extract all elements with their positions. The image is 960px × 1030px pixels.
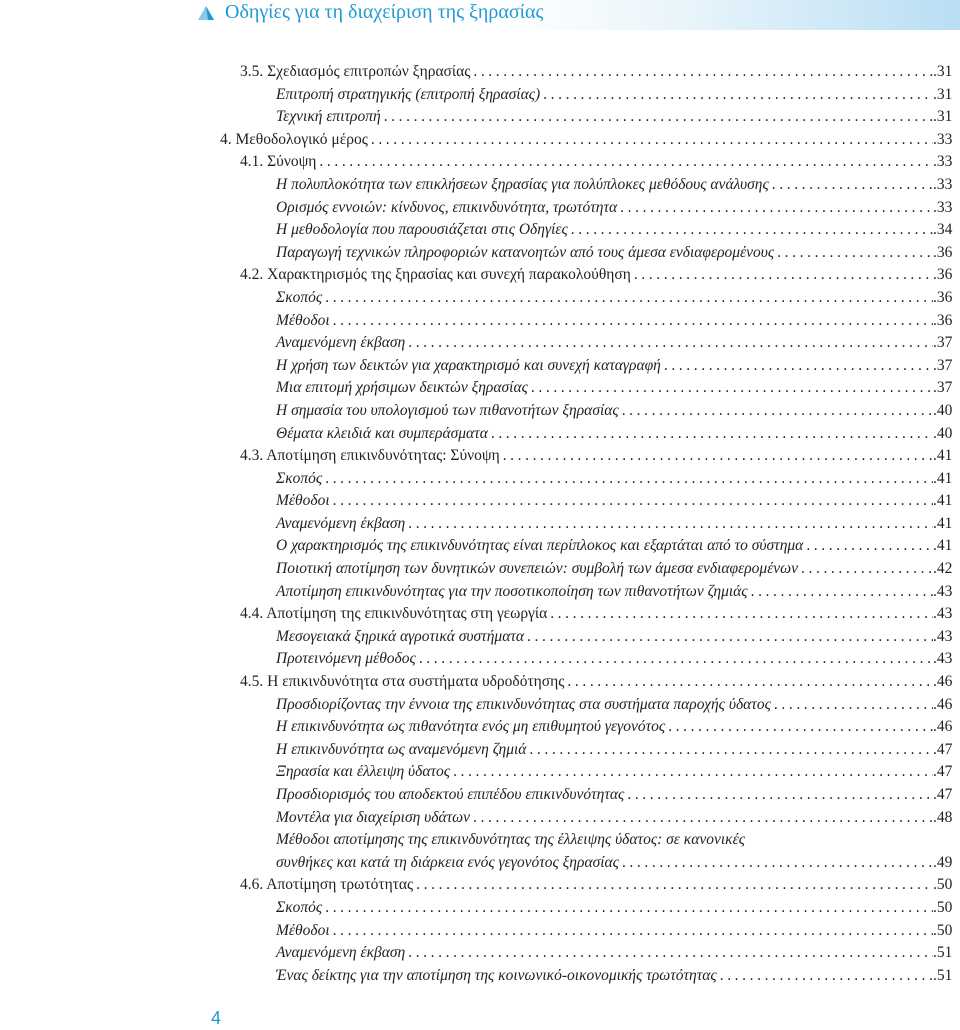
toc-page-number: .41 xyxy=(933,492,953,510)
dot-leader xyxy=(419,650,933,668)
toc-page-number: .51 xyxy=(933,944,953,962)
toc-entry-title: 4.1. Σύνοψη xyxy=(240,153,317,171)
dot-leader xyxy=(473,809,933,827)
toc-entry[interactable] xyxy=(276,289,955,312)
toc-entry[interactable] xyxy=(240,673,955,696)
toc-entry-title: Ο χαρακτηρισμός της επικινδυνότητας είναι περίπλοκος και εξαρτάται από το σύστημα xyxy=(276,537,804,555)
toc-entry-title: 3.5. Σχεδιασμός επιτροπών ξηρασίας xyxy=(240,63,471,80)
dot-leader xyxy=(634,266,933,284)
dot-leader xyxy=(473,63,933,81)
dot-leader xyxy=(622,402,933,420)
toc-entry-title: Μέθοδοι xyxy=(276,311,330,329)
toc-entry[interactable] xyxy=(276,944,955,967)
toc-entry[interactable] xyxy=(220,131,955,154)
dot-leader xyxy=(371,131,933,149)
toc-entry-title: Η πολυπλοκότητα των επικλήσεων ξηρασίας για πολύπλοκες μεθόδους ανάλυσης xyxy=(276,175,769,193)
toc-entry[interactable] xyxy=(276,470,955,493)
toc-page-number: .36 xyxy=(933,266,953,284)
toc-entry[interactable] xyxy=(240,605,955,628)
toc-entry[interactable] xyxy=(276,537,955,560)
toc-page-number: .46 xyxy=(933,673,953,691)
toc-page-number: .46 xyxy=(933,718,953,736)
toc-entry[interactable] xyxy=(240,876,955,899)
toc-page-number: .49 xyxy=(933,853,953,871)
toc-page-number: .31 xyxy=(933,108,953,126)
dot-leader xyxy=(531,379,933,397)
dot-leader xyxy=(664,357,933,375)
toc-page-number: .34 xyxy=(933,221,953,239)
toc-page-number: .50 xyxy=(933,876,953,894)
dot-leader xyxy=(325,899,933,917)
toc-entry[interactable] xyxy=(276,221,955,244)
toc-entry[interactable] xyxy=(240,447,955,470)
toc-page-number: .43 xyxy=(933,582,953,600)
dot-leader xyxy=(333,492,933,510)
toc-entry-title: Αναμενόμενη έκβαση xyxy=(276,334,406,352)
toc-entry-title: 4.4. Αποτίμηση της επικινδυνότητας στη γεωργία xyxy=(240,605,548,623)
dot-leader xyxy=(527,628,933,646)
dot-leader xyxy=(453,763,933,781)
toc-page-number: .41 xyxy=(933,537,953,555)
toc-entry[interactable] xyxy=(276,967,955,990)
dot-leader xyxy=(384,108,933,126)
toc-entry[interactable] xyxy=(240,63,955,86)
toc-entry-title: Σκοπός xyxy=(276,898,323,916)
toc-entry-title: Μέθοδοι xyxy=(276,492,330,510)
toc-entry-title: 4. Μεθοδολογικό μέρος xyxy=(220,130,368,148)
toc-entry[interactable] xyxy=(276,583,955,606)
dot-leader xyxy=(319,153,933,171)
dot-leader xyxy=(777,244,933,262)
toc-entry-title: Μοντέλα για διαχείριση υδάτων xyxy=(276,808,471,826)
dot-leader xyxy=(550,605,933,623)
toc-page-number: .48 xyxy=(933,808,953,826)
toc-entry-title: Παραγωγή τεχνικών πληροφοριών κατανοητών από τους άμεσα ενδιαφερομένους xyxy=(276,243,775,261)
toc-list xyxy=(0,63,955,989)
toc-entry-title: Θέματα κλειδιά και συμπεράσματα xyxy=(276,424,488,442)
toc-page-number: .43 xyxy=(933,650,953,668)
dot-leader xyxy=(543,86,933,104)
toc-entry[interactable] xyxy=(240,153,955,176)
dot-leader xyxy=(325,470,933,488)
toc-entry[interactable] xyxy=(276,696,955,719)
toc-page-number: .36 xyxy=(933,288,953,306)
toc-entry-title: Σκοπός xyxy=(276,469,323,487)
toc-entry-title: Προσδιορίζοντας την έννοια της επικινδυνότητας στα συστήματα παροχής ύδατος xyxy=(276,695,771,713)
toc-entry[interactable] xyxy=(276,922,955,945)
toc-page-number: .36 xyxy=(933,243,953,261)
dot-leader xyxy=(772,176,933,194)
toc-page-number: .33 xyxy=(933,198,953,216)
toc-page-number: .50 xyxy=(933,898,953,916)
dot-leader xyxy=(333,312,933,330)
page-number: 4 xyxy=(211,1008,222,1028)
toc-entry[interactable] xyxy=(276,86,955,109)
dot-leader xyxy=(622,854,933,872)
toc-page-number: .33 xyxy=(933,175,953,193)
toc-entry[interactable] xyxy=(276,108,955,131)
toc-page-number: .31 xyxy=(933,85,953,103)
dot-leader xyxy=(668,718,933,736)
toc-entry-title: Η σημασία του υπολογισμού των πιθανοτήτων ξηρασίας xyxy=(276,401,619,419)
toc-entry-title: Η επικινδυνότητα ως πιθανότητα ενός μη επιθυμητού γεγονότος xyxy=(276,718,666,736)
toc-page-number: .40 xyxy=(933,424,953,442)
toc-entry[interactable] xyxy=(276,199,955,222)
toc-entry-title: Τεχνική επιτροπή xyxy=(276,108,381,126)
toc-page-number: .47 xyxy=(933,740,953,758)
toc-entry-title: 4.6. Αποτίμηση τρωτότητας xyxy=(240,876,414,894)
dot-leader xyxy=(720,967,933,985)
dot-leader xyxy=(571,221,933,239)
toc-page-number: .43 xyxy=(933,605,953,623)
dot-leader xyxy=(529,741,933,759)
toc-page-number: .41 xyxy=(933,447,953,465)
toc-page-number: .47 xyxy=(933,763,953,781)
dot-leader xyxy=(801,560,933,578)
toc-entry-title: συνθήκες και κατά τη διάρκεια ενός γεγονότος ξηρασίας xyxy=(276,853,619,871)
dot-leader xyxy=(503,447,933,465)
toc-entry-title: 4.2. Χαρακτηρισμός της ξηρασίας και συνεχή παρακολούθηση xyxy=(240,266,631,284)
toc-entry-title: Σκοπός xyxy=(276,288,323,306)
dot-leader xyxy=(408,944,933,962)
toc-page-number: .42 xyxy=(933,560,953,578)
toc-entry[interactable] xyxy=(276,786,955,809)
toc-entry[interactable] xyxy=(276,854,955,877)
running-header xyxy=(0,0,960,30)
toc-entry[interactable] xyxy=(276,718,955,741)
toc-page-number: .51 xyxy=(933,966,953,984)
toc-entry-title: Προτεινόμενη μέθοδος xyxy=(276,650,416,668)
dot-leader xyxy=(751,583,933,601)
toc-entry[interactable] xyxy=(276,515,955,538)
toc-entry[interactable] xyxy=(276,763,955,786)
dot-leader xyxy=(333,922,933,940)
toc-entry-title: Αναμενόμενη έκβαση xyxy=(276,514,406,532)
toc-entry-title: Αποτίμηση επικινδυνότητας για την ποσοτικοποίηση των πιθανοτήτων ζημιάς xyxy=(276,582,748,600)
paper-fold-icon xyxy=(196,4,216,22)
toc-page-number: .41 xyxy=(933,469,953,487)
toc-entry[interactable] xyxy=(276,176,955,199)
toc-entry-title: Ποιοτική αποτίμηση των δυνητικών συνεπειών: συμβολή των άμεσα ενδιαφερομένων xyxy=(276,560,799,578)
toc-entry[interactable] xyxy=(276,492,955,515)
toc-page-number: .41 xyxy=(933,514,953,532)
dot-leader xyxy=(806,537,933,555)
dot-leader xyxy=(416,876,933,894)
toc-entry-title: Επιτροπή στρατηγικής (επιτροπή ξηρασίας) xyxy=(276,85,541,103)
toc-entry-title: Μια επιτομή χρήσιμων δεικτών ξηρασίας xyxy=(276,379,528,397)
toc-page-number: .31 xyxy=(933,63,953,80)
toc-entry[interactable] xyxy=(276,357,955,380)
toc-entry-title: Μεσογειακά ξηρικά αγροτικά συστήματα xyxy=(276,627,525,645)
toc-page-number: .36 xyxy=(933,311,953,329)
dot-leader xyxy=(620,199,933,217)
toc-entry[interactable] xyxy=(276,741,955,764)
toc-entry[interactable] xyxy=(276,334,955,357)
toc-entry-title: 4.3. Αποτίμηση επικινδυνότητας: Σύνοψη xyxy=(240,447,500,465)
toc-entry[interactable] xyxy=(276,560,955,583)
toc-page-number: .47 xyxy=(933,786,953,803)
toc-page-number: .40 xyxy=(933,401,953,419)
toc-entry-title: Μέθοδοι xyxy=(276,921,330,939)
toc-entry-title: Ξηρασία και έλλειψη ύδατος xyxy=(276,763,451,781)
toc-entry[interactable] xyxy=(276,379,955,402)
dot-leader xyxy=(491,425,933,443)
toc-entry[interactable] xyxy=(276,312,955,335)
toc-entry-title: Ορισμός εννοιών: κίνδυνος, επικινδυνότητα, τρωτότητα xyxy=(276,198,618,216)
toc-entry-title: Αναμενόμενη έκβαση xyxy=(276,944,406,962)
toc-entry[interactable] xyxy=(276,402,955,425)
toc-page-number: .46 xyxy=(933,695,953,713)
header-title: Οδηγίες για τη διαχείριση της ξηρασίας xyxy=(225,1,544,23)
toc-entry-title: Ένας δείκτης για την αποτίμηση της κοινωνικό-οικονομικής τρωτότητας xyxy=(276,966,717,984)
toc-page-number: .37 xyxy=(933,334,953,352)
toc-entry-title: Η επικινδυνότητα ως αναμενόμενη ζημιά xyxy=(276,740,527,758)
toc-entry-title: Μέθοδοι αποτίμησης της επικινδυνότητας της έλλειψης ύδατος: σε κανονικές xyxy=(276,831,745,849)
toc-entry-multiline-first[interactable] xyxy=(276,831,955,854)
toc-page-number: .33 xyxy=(933,153,953,171)
dot-leader xyxy=(325,289,933,307)
toc-entry[interactable] xyxy=(276,650,955,673)
toc-entry[interactable] xyxy=(276,244,955,267)
toc-page-number: .50 xyxy=(933,921,953,939)
toc-entry[interactable] xyxy=(276,425,955,448)
toc-page-number: .37 xyxy=(933,379,953,397)
toc-entry-title: 4.5. Η επικινδυνότητα στα συστήματα υδροδότησης xyxy=(240,673,565,691)
toc-entry-title: Προσδιορισμός του αποδεκτού επιπέδου επικινδυνότητας xyxy=(276,786,625,803)
dot-leader xyxy=(627,786,933,804)
toc-entry[interactable] xyxy=(276,899,955,922)
toc-entry[interactable] xyxy=(240,266,955,289)
dot-leader xyxy=(567,673,933,691)
toc-entry-title: Η μεθοδολογία που παρουσιάζεται στις Οδηγίες xyxy=(276,221,568,239)
toc-page-number: .33 xyxy=(933,130,953,148)
toc-entry[interactable] xyxy=(276,628,955,651)
toc-entry-title: Η χρήση των δεικτών για χαρακτηρισμό και συνεχή καταγραφή xyxy=(276,356,661,374)
toc-page-number: .43 xyxy=(933,627,953,645)
toc-page-number: .37 xyxy=(933,356,953,374)
dot-leader xyxy=(408,515,933,533)
toc-entry[interactable] xyxy=(276,809,955,832)
dot-leader xyxy=(774,696,933,714)
dot-leader xyxy=(408,334,933,352)
